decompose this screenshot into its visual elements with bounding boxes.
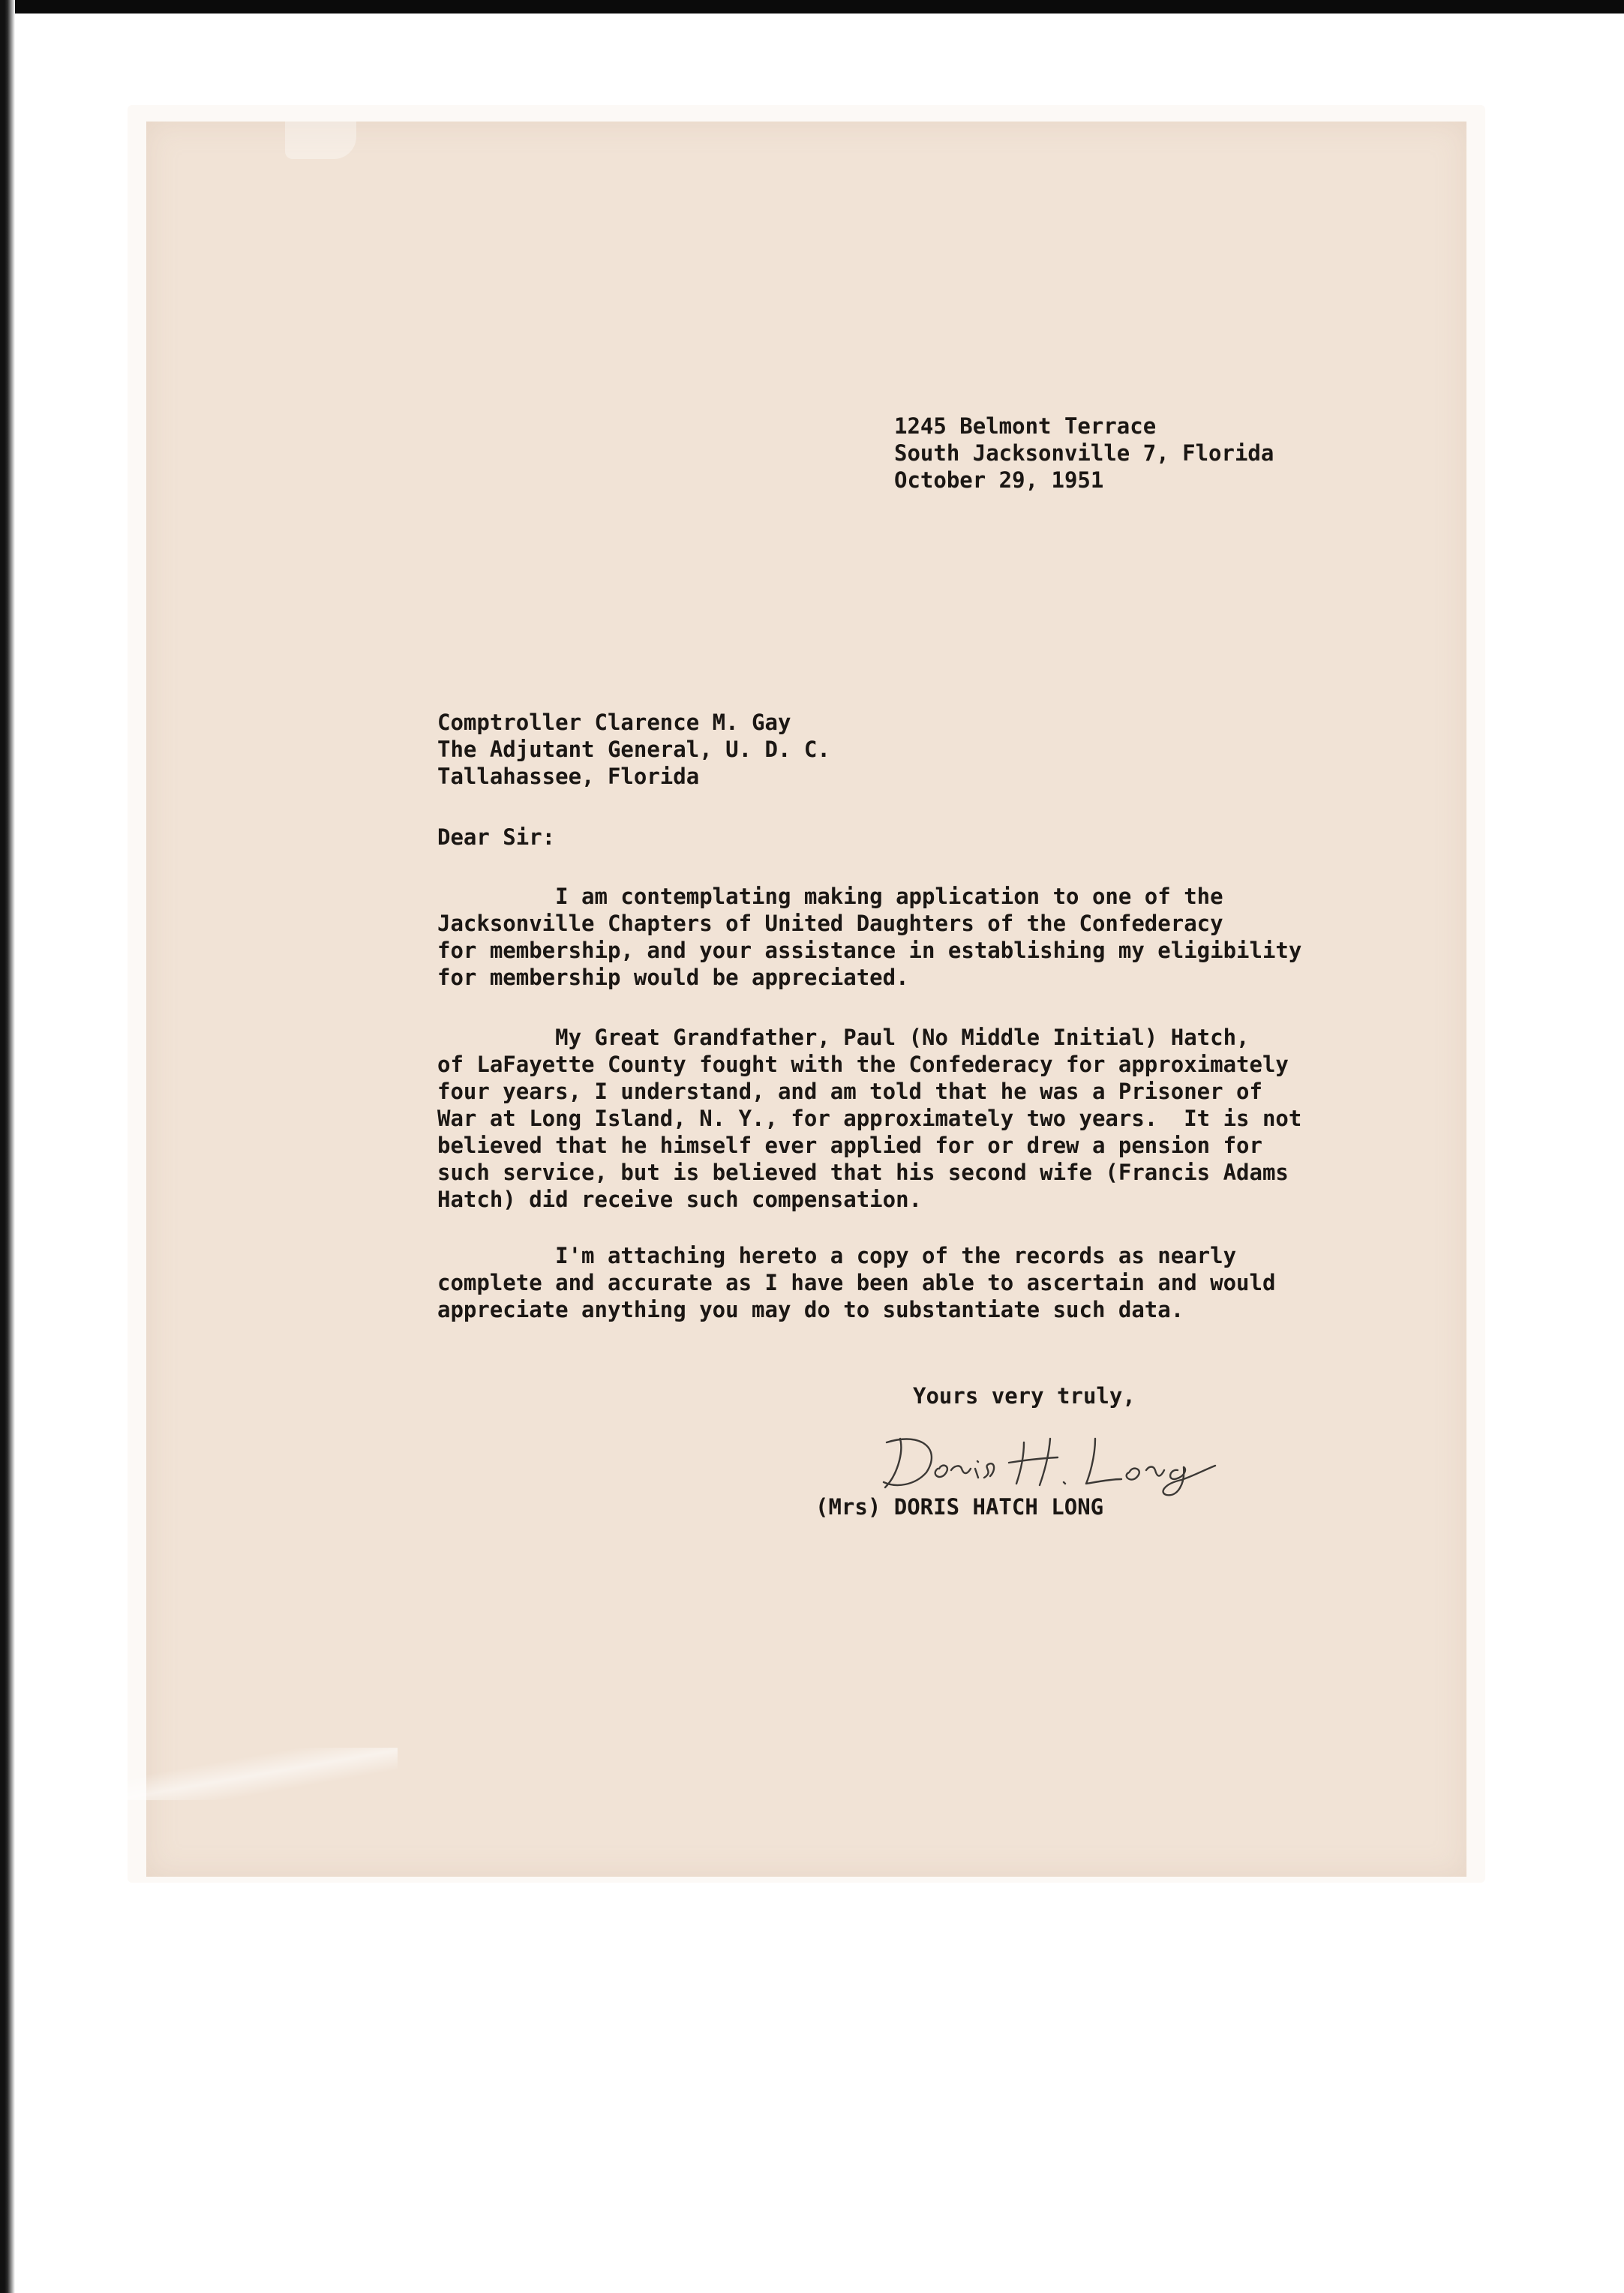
paragraph-line: Jacksonville Chapters of United Daughters of the Confederacy	[437, 911, 1223, 936]
recipient-name: Comptroller Clarence M. Gay	[437, 710, 791, 735]
recipient-location: Tallahassee, Florida	[437, 764, 700, 789]
closing: Yours very truly,	[913, 1383, 1136, 1409]
paragraph-line: of LaFayette County fought with the Confederacy for approximately	[437, 1052, 1289, 1077]
paragraph-line: for membership, and your assistance in establishing my eligibility	[437, 938, 1302, 963]
paragraph-1	[437, 883, 1301, 991]
recipient-title: The Adjutant General, U. D. C.	[437, 737, 830, 762]
show-through-artifact	[930, 285, 1350, 420]
sender-city: South Jacksonville 7, Florida	[894, 440, 1274, 466]
paragraph-line: for membership would be appreciated.	[437, 965, 909, 990]
paragraph-line: I'm attaching hereto a copy of the records as nearly	[437, 1243, 1237, 1268]
paper-wear-mark	[285, 122, 356, 159]
scan-border-left	[0, 0, 15, 2293]
paragraph-2	[437, 1024, 1301, 1213]
letter-date: October 29, 1951	[894, 467, 1104, 493]
paragraph-line: four years, I understand, and am told that he was a Prisoner of	[437, 1079, 1262, 1104]
scan-border-top	[0, 0, 1624, 14]
paragraph-line: such service, but is believed that his second wife (Francis Adams	[437, 1160, 1289, 1185]
handwritten-signature	[870, 1416, 1230, 1499]
salutation: Dear Sir:	[437, 824, 556, 850]
recipient-block	[437, 709, 830, 790]
paragraph-line: Hatch) did receive such compensation.	[437, 1187, 923, 1212]
paragraph-line: appreciate anything you may do to substantiate such data.	[437, 1297, 1184, 1322]
typed-signatory-name: (Mrs) DORIS HATCH LONG	[815, 1494, 1104, 1520]
paragraph-line: believed that he himself ever applied for or drew a pension for	[437, 1133, 1262, 1158]
paragraph-line: War at Long Island, N. Y., for approximately two years. It is not	[437, 1106, 1302, 1131]
paragraph-3	[437, 1242, 1275, 1323]
sender-street: 1245 Belmont Terrace	[894, 413, 1157, 439]
paragraph-line: I am contemplating making application to one of the	[437, 884, 1223, 909]
sender-address-block	[894, 413, 1274, 494]
sleeve-glare	[128, 1748, 398, 1800]
paragraph-line: My Great Grandfather, Paul (No Middle Initial) Hatch,	[437, 1025, 1250, 1050]
paragraph-line: complete and accurate as I have been able to ascertain and would	[437, 1270, 1276, 1295]
